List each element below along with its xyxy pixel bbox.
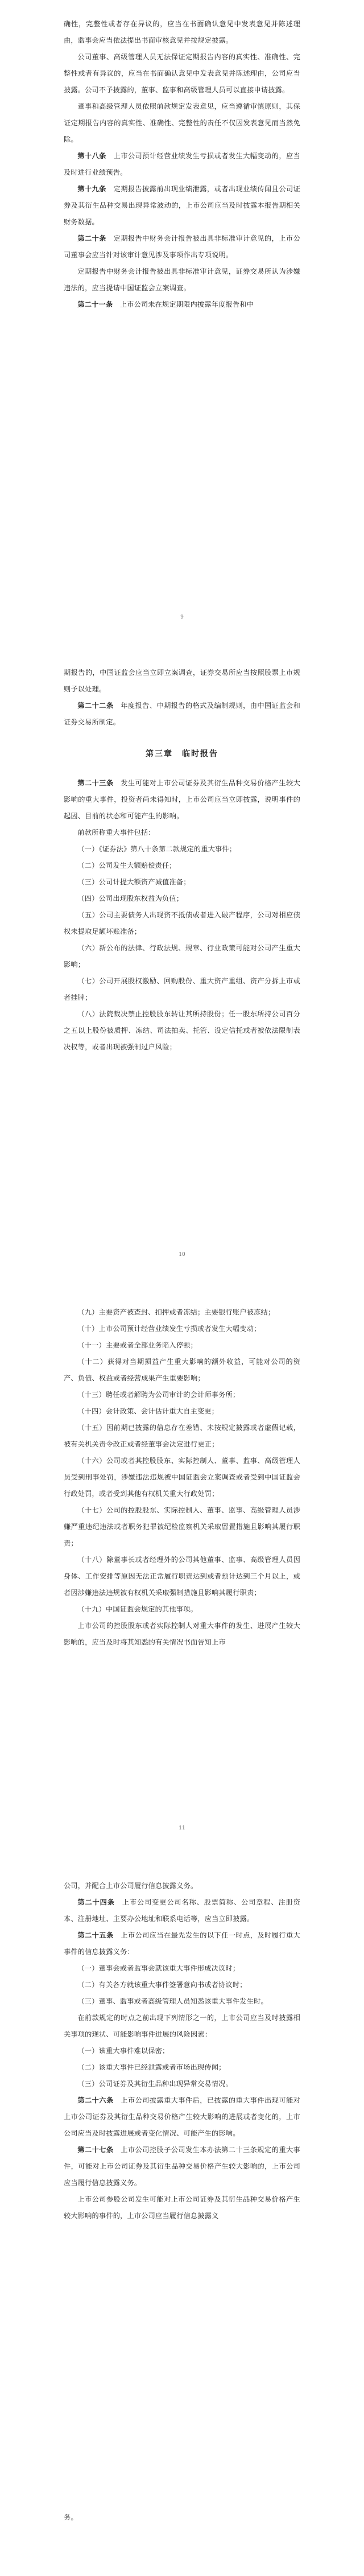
page-number: 11 bbox=[179, 1825, 185, 1831]
paragraph: （十五）因前期已披露的信息存在差错、未按规定披露或者虚假记载，被有关机关责令改正或者经董事会决定进行更正； bbox=[64, 1424, 300, 1448]
paragraph: （一）《证券法》第八十条第二款规定的重大事件； bbox=[77, 845, 237, 853]
paragraph-text: 定期报告披露前出现业绩泄露，或者出现业绩传闻且公司证券及其衍生品种交易出现异常波动的，上市公司应当及时披露本报告期相关财务数据。 bbox=[64, 185, 300, 226]
paragraph: 上市公司的控股股东或者实际控制人对重大事件的发生、进展产生较大影响的，应当及时将其知悉的有关情况书面告知上市 bbox=[64, 1622, 300, 1646]
paragraph: （二）有关各方就该重大事件签署意向书或者协议时； bbox=[77, 1981, 247, 1989]
paragraph-text: 上市公司披露重大事件后，已披露的重大事件出现可能对上市公司证券及其衍生品种交易价格产生较大影响的进展或者变化的，上市公司应当及时披露进展或者变化情况、可能产生的影响。 bbox=[64, 2096, 300, 2137]
article-number: 第二十五条 bbox=[77, 1931, 114, 1939]
paragraph bbox=[64, 230, 300, 263]
page-number: 10 bbox=[179, 1252, 185, 1258]
paragraph-text: 上市公司应当在最先发生的以下任一时点，及时履行重大事件的信息披露义务： bbox=[64, 1931, 300, 1956]
paragraph: （七）公司开展股权激励、回购股份、重大资产重组、资产分拆上市或者挂牌； bbox=[64, 977, 300, 1001]
paragraph-text: 发生可能对上市公司证券及其衍生品种交易价格产生较大影响的重大事件，投资者尚未得知时，上市公司应当立即披露，说明事件的起因、目前的状态和可能产生的影响。 bbox=[64, 779, 300, 820]
paragraph: （四）公司出现股东权益为负值； bbox=[77, 895, 184, 902]
page-number: 9 bbox=[180, 615, 184, 620]
page-5 bbox=[0, 2509, 364, 2526]
paragraph-text: 上市公司变更公司名称、股票简称、公司章程、注册资本、注册地址、主要办公地址和联系电话等，应当立即披露。 bbox=[64, 1898, 300, 1923]
paragraph-text: 定期报告中财务会计报告被出具非标准审计意见的，上市公司董事会应当针对该审计意见涉及事项作出专项说明。 bbox=[64, 234, 300, 259]
paragraph: （一）董事会或者监事会就该重大事件形成决议时； bbox=[77, 1964, 240, 1972]
chapter-title: 第三章 临时报告 bbox=[146, 749, 218, 759]
paragraph bbox=[64, 1894, 300, 1927]
paragraph: （十三）聘任或者解聘为公司审计的会计师事务所； bbox=[77, 1391, 240, 1399]
paragraph: （二）公司发生大额赔偿责任； bbox=[77, 862, 176, 869]
paragraph: 公司，并配合上市公司履行信息披露义务。 bbox=[64, 1882, 198, 1890]
article-number: 第二十六条 bbox=[77, 2096, 114, 2104]
paragraph bbox=[64, 148, 300, 181]
article-number: 第二十二条 bbox=[77, 702, 114, 710]
paragraph: （二）该重大事件已经泄露或者市场出现传闻； bbox=[77, 2063, 226, 2071]
paragraph: （八）法院裁决禁止控股股东转让其所持股份；任一股东所持公司百分之五以上股份被质押、冻结、司法拍卖、托管、设定信托或者被依法限制表决权等，或者出现被强制过户风险； bbox=[64, 1010, 300, 1051]
paragraph-text: 上市公司未在规定期限内披露年度报告和中 bbox=[119, 300, 254, 308]
paragraph: 务。 bbox=[64, 2513, 78, 2521]
paragraph: （五）公司主要债务人出现资不抵债或者进入破产程序，公司对相应债权未提取足额坏账准备； bbox=[64, 911, 300, 935]
paragraph bbox=[64, 1927, 300, 1960]
article-number: 第二十三条 bbox=[77, 779, 114, 787]
page-1 bbox=[0, 16, 364, 313]
article-number: 第十九条 bbox=[77, 185, 106, 193]
paragraph-text: 年度报告、中期报告的格式及编制规则，由中国证监会和证券交易所制定。 bbox=[64, 702, 300, 726]
paragraph: （三）公司证券及其衍生品种出现异常交易情况。 bbox=[77, 2080, 233, 2088]
paragraph: 前款所称重大事件包括： bbox=[77, 829, 155, 836]
paragraph bbox=[64, 181, 300, 230]
paragraph: （十八）除董事长或者经理外的公司其他董事、监事、高级管理人员因身体、工作安排等原因无法正常履行职责达到或者预计达到三个月以上，或者因涉嫌违法违规被有权机关采取强制措施且影响其履行职责； bbox=[64, 1556, 300, 1597]
paragraph: 公司董事、高级管理人员无法保证定期报告内容的真实性、准确性、完整性或者有异议的，应当在书面确认意见中发表意见并陈述理由，公司应当披露。公司不予披露的，董事、监事和高级管理人员可以直接申请披露。 bbox=[64, 53, 300, 94]
article-number: 第十八条 bbox=[77, 152, 106, 160]
paragraph: （十九）中国证监会规定的其他事项。 bbox=[77, 1605, 197, 1613]
paragraph: 期报告的，中国证监会应当立即立案调查，证券交易所应当按照股票上市规则予以处理。 bbox=[64, 669, 300, 693]
page-2 bbox=[0, 665, 364, 1056]
paragraph bbox=[64, 775, 300, 825]
paragraph: （十六）公司或者其控股股东、实际控制人、董事、监事、高级管理人员受到刑事处罚，涉嫌违法违规被中国证监会立案调查或者受到中国证监会行政处罚，或者受到其他有权机关重大行政处罚； bbox=[64, 1457, 300, 1498]
paragraph: （三）公司计提大额资产减值准备； bbox=[77, 878, 191, 886]
paragraph bbox=[64, 296, 300, 313]
paragraph: 上市公司参股公司发生可能对上市公司证券及其衍生品种交易价格产生较大影响的事件的，上市公司应当履行信息披露义 bbox=[64, 2195, 300, 2220]
page-3 bbox=[0, 1304, 364, 1651]
page-4 bbox=[0, 1878, 364, 2224]
paragraph: 确性，完整性或者存在异议的，应当在书面确认意见中发表意见并陈述理由，监事会应当依法提出书面审核意见并按规定披露。 bbox=[64, 20, 300, 44]
paragraph bbox=[64, 2092, 300, 2142]
article-number: 第二十一条 bbox=[77, 300, 113, 308]
paragraph: （十四）会计政策、会计估计重大自主变更； bbox=[77, 1407, 219, 1415]
article-number: 第二十条 bbox=[77, 234, 106, 242]
paragraph: 定期报告中财务会计报告被出具非标准审计意见，证券交易所认为涉嫌违法的，应当提请中国证监会立案调查。 bbox=[64, 267, 300, 292]
paragraph-text: 上市公司预计经营业绩发生亏损或者发生大幅变动的，应当及时进行业绩预告。 bbox=[64, 152, 300, 176]
paragraph: （九）主要资产被查封、扣押或者冻结；主要银行账户被冻结； bbox=[77, 1308, 275, 1316]
paragraph: 董事和高级管理人员依照前款规定发表意见，应当遵循审慎原则，其保证定期报告内容的真实性、准确性、完整性的责任不仅因发表意见而当然免除。 bbox=[64, 102, 300, 143]
paragraph: （十二）获得对当期损益产生重大影响的额外收益，可能对公司的资产、负债、权益或者经营成果产生重要影响； bbox=[64, 1358, 300, 1382]
article-number: 第二十四条 bbox=[77, 1898, 115, 1906]
paragraph: 在前款规定的时点之前出现下列情形之一的，上市公司应当及时披露相关事项的现状、可能影响事件进展的风险因素： bbox=[64, 2014, 300, 2038]
paragraph: （十七）公司的控股股东、实际控制人、董事、监事、高级管理人员涉嫌严重违纪违法或者职务犯罪被纪检监察机关采取留置措施且影响其履行职责； bbox=[64, 1506, 300, 1547]
article-number: 第二十七条 bbox=[77, 2146, 114, 2154]
paragraph: （十）上市公司预计经营业绩发生亏损或者发生大幅变动； bbox=[77, 1325, 261, 1333]
paragraph: （十一）主要或者全部业务陷入停顿； bbox=[77, 1341, 197, 1349]
paragraph bbox=[64, 698, 300, 731]
paragraph-text: 上市公司控股子公司发生本办法第二十三条规定的重大事件，可能对上市公司证券及其衍生品种交易价格产生较大影响的，上市公司应当履行信息披露义务。 bbox=[64, 2146, 300, 2187]
paragraph: （一）该重大事件难以保密； bbox=[77, 2047, 169, 2055]
paragraph: （三）董事、监事或者高级管理人员知悉该重大事件发生时。 bbox=[77, 1997, 268, 2005]
paragraph bbox=[64, 2142, 300, 2191]
paragraph: （六）新公布的法律、行政法规、规章、行业政策可能对公司产生重大影响； bbox=[64, 944, 300, 968]
